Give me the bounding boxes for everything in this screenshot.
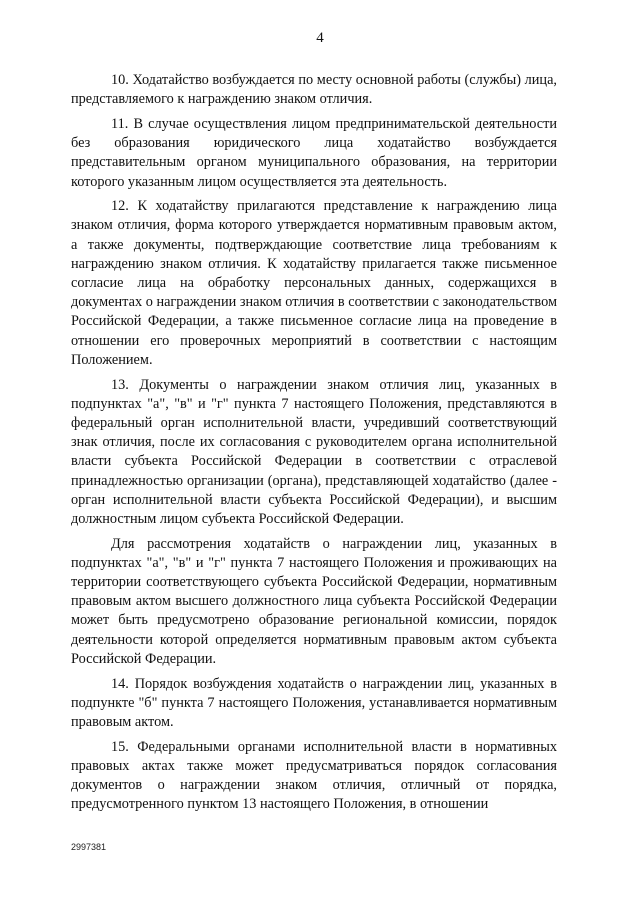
paragraph-12: 12. К ходатайству прилагаются представление к награждению лица знаком отличия, форма которого утверждается нормативным правовым актом, а также документы, подтверждающие соответствие лица требованиям к награждению знаком отличия. К ходатайству прилагается также письменное согласие лица на обработку персональных данных, содержащихся в документах о награждении знаком отличия в соответствии с законодательством Российской Федерации, а также письменное согласие лица на проведение в отношении его проверочных мероприятий в соответствии с настоящим Положением.: [71, 198, 557, 368]
paragraph-13-continuation: Для рассмотрения ходатайств о награждении лиц, указанных в подпунктах "а", "в" и "г" пункта 7 настоящего Положения и проживающих на территории соответствующего субъекта Российской Федерации, нормативным правовым актом высшего должностного лица субъекта Российской Федерации может быть предусмотрено образование региональной комиссии, порядок деятельности которой определяется нормативным правовым актом субъекта Российской Федерации.: [71, 535, 557, 667]
document-body: [71, 71, 557, 820]
paragraph-15: 15. Федеральными органами исполнительной власти в нормативных правовых актах также может предусматриваться порядок согласования документов о награждении знаком отличия, отличный от порядка, предусмотренного пунктом 13 настоящего Положения, в отношении: [71, 738, 557, 813]
paragraph-10: 10. Ходатайство возбуждается по месту основной работы (службы) лица, представляемого к награждению знаком отличия.: [71, 72, 557, 108]
paragraph-13: 13. Документы о награждении знаком отличия лиц, указанных в подпунктах "а", "в" и "г" пункта 7 настоящего Положения, представляются в федеральный орган исполнительной власти, учредивший соответствующий знак отличия, после их согласования с руководителем органа исполнительной власти субъекта Российской Федерации в соответствии с отраслевой принадлежностью организации (органа), представляющей ходатайство (далее - орган исполнительной власти субъекта Российской Федерации), и высшим должностным лицом субъекта Российской Федерации.: [71, 376, 557, 527]
paragraph-14: 14. Порядок возбуждения ходатайств о награждении лиц, указанных в подпункте "б" пункта 7 настоящего Положения, устанавливается нормативным правовым актом.: [71, 675, 557, 730]
document-id: 2997381: [71, 842, 107, 852]
paragraph-11: 11. В случае осуществления лицом предпринимательской деятельности без образования юридического лица ходатайство возбуждается представительным органом муниципального образования, на территории которого указанным лицом осуществляется эта деятельность.: [71, 115, 557, 190]
page-number: 4: [316, 30, 324, 46]
